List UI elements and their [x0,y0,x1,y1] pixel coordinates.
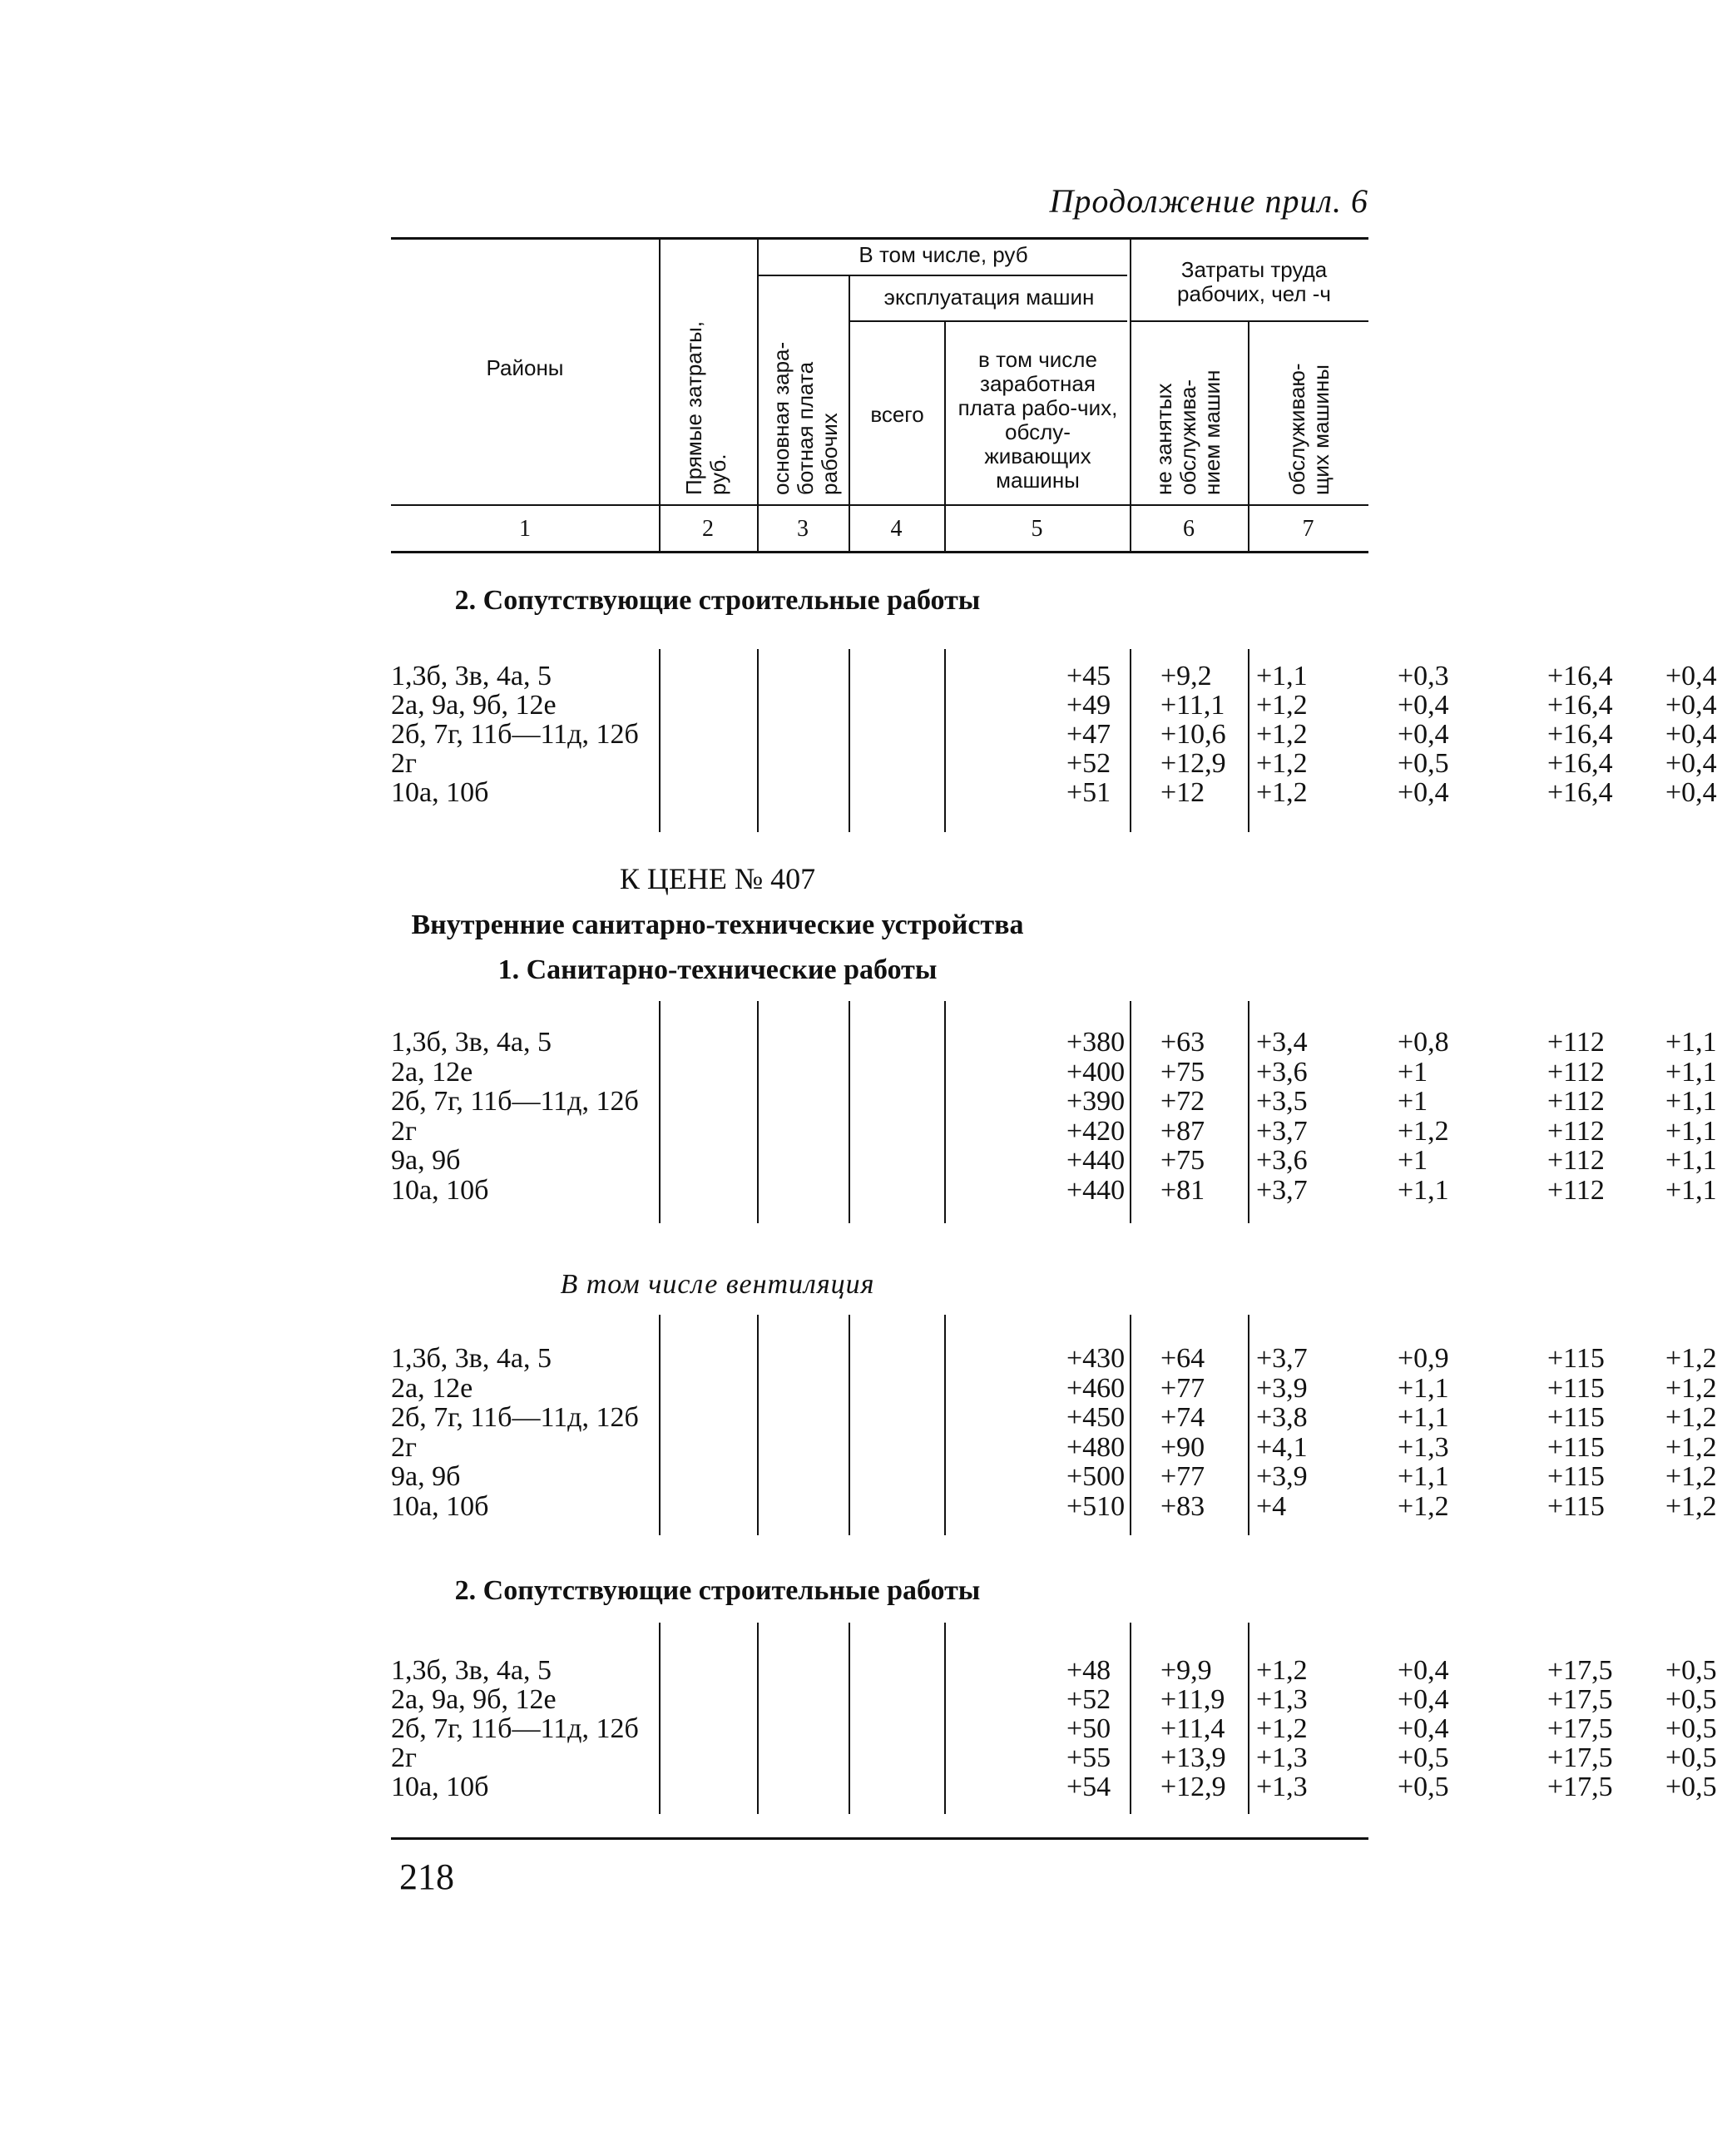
value-cell: +3,6 [1256,1056,1308,1088]
value-cell: +47 [1066,719,1111,750]
district-cell: 2б, 7г, 11б—11д, 12б [391,719,639,750]
value-cell: +1,1 [1665,1115,1717,1147]
value-cell: +3,6 [1256,1145,1308,1176]
table4-vline [757,1623,759,1814]
value-cell: +13,9 [1160,1742,1226,1773]
district-cell: 9а, 9б [391,1461,461,1492]
value-cell: +1,2 [1665,1461,1717,1492]
value-cell: +1,2 [1256,719,1308,750]
header-mid-rule [391,504,1368,506]
value-cell: +50 [1066,1713,1111,1744]
header-pryamye: Прямые затраты, руб. [681,320,730,495]
district-cell: 1,3б, 3в, 4а, 5 [391,1027,552,1058]
district-cell: 2а, 9а, 9б, 12е [391,1684,557,1715]
col-num-7: 7 [1302,516,1314,542]
district-cell: 2а, 9а, 9б, 12е [391,690,557,721]
value-cell: +440 [1066,1145,1126,1176]
value-cell: +17,5 [1547,1772,1613,1802]
value-cell: +11,4 [1160,1713,1225,1744]
value-cell: +0,4 [1665,748,1717,779]
value-cell: +90 [1160,1431,1205,1463]
value-cell: +0,4 [1665,719,1717,750]
value-cell: +1,1 [1398,1402,1449,1433]
price-subtitle: Внутренние санитарно-технические устройства [411,909,1024,940]
value-cell: +0,4 [1398,690,1449,721]
value-cell: +16,4 [1547,661,1613,691]
value-cell: +0,4 [1398,1655,1449,1686]
value-cell: +0,5 [1665,1742,1717,1773]
section-title-4: 2. Сопутствующие строительные работы [454,1575,981,1606]
value-cell: +81 [1160,1174,1205,1206]
value-cell: +1,2 [1398,1490,1449,1522]
value-cell: +1,2 [1665,1343,1717,1374]
value-cell: +16,4 [1547,719,1613,750]
value-cell: +12,9 [1160,748,1226,779]
table2-vline [659,1001,661,1223]
value-cell: +400 [1066,1056,1126,1088]
value-cell: +1,2 [1665,1490,1717,1522]
value-cell: +112 [1547,1086,1605,1117]
value-cell: +380 [1066,1027,1126,1058]
value-cell: +9,2 [1160,661,1212,691]
col-num-5: 5 [1031,516,1043,542]
value-cell: +12,9 [1160,1772,1226,1802]
header-vline-5 [1130,237,1131,553]
value-cell: +1,2 [1256,1713,1308,1744]
value-cell: +51 [1066,777,1111,808]
header-zatraty-truda: Затраты труда рабочих, чел -ч [1177,257,1331,306]
table1-vline [849,649,850,832]
value-cell: +112 [1547,1027,1605,1058]
value-cell: +1,2 [1398,1115,1449,1147]
value-cell: +72 [1160,1086,1205,1117]
table1-vline [944,649,946,832]
district-cell: 2г [391,748,417,779]
value-cell: +9,9 [1160,1655,1212,1686]
header-vsego: всего [870,402,924,427]
value-cell: +17,5 [1547,1655,1613,1686]
value-cell: +64 [1160,1343,1205,1374]
zatraty-under-rule [1131,320,1368,322]
header-raiony: Районы [486,355,564,380]
table4-vline [1248,1623,1249,1814]
value-cell: +3,9 [1256,1461,1308,1492]
value-cell: +1,1 [1665,1174,1717,1206]
district-cell: 1,3б, 3в, 4а, 5 [391,1343,552,1374]
value-cell: +0,5 [1398,748,1449,779]
value-cell: +112 [1547,1115,1605,1147]
value-cell: +0,5 [1665,1772,1717,1802]
value-cell: +1,2 [1256,777,1308,808]
value-cell: +420 [1066,1115,1126,1147]
table3-vline [1130,1315,1131,1535]
value-cell: +1,2 [1665,1431,1717,1463]
value-cell: +63 [1160,1027,1205,1058]
header-vline-2 [757,237,759,553]
value-cell: +48 [1066,1655,1111,1686]
value-cell: +3,8 [1256,1402,1308,1433]
table2-vline [757,1001,759,1223]
value-cell: +0,4 [1665,777,1717,808]
value-cell: +115 [1547,1461,1605,1492]
district-cell: 2б, 7г, 11б—11д, 12б [391,1713,639,1744]
district-cell: 1,3б, 3в, 4а, 5 [391,1655,552,1686]
price-title: К ЦЕНЕ № 407 [619,862,816,895]
value-cell: +16,4 [1547,690,1613,721]
col-num-3: 3 [797,516,809,542]
value-cell: +16,4 [1547,748,1613,779]
section-title-3: В том числе вентиляция [560,1269,875,1300]
value-cell: +1,2 [1256,748,1308,779]
value-cell: +3,7 [1256,1343,1308,1374]
value-cell: +45 [1066,661,1111,691]
district-cell: 10а, 10б [391,1490,489,1522]
value-cell: +1,1 [1665,1145,1717,1176]
header-top-rule [391,237,1368,240]
value-cell: +74 [1160,1402,1205,1433]
header-bottom-rule [391,551,1368,553]
district-cell: 2г [391,1431,417,1463]
value-cell: +77 [1160,1372,1205,1404]
value-cell: +112 [1547,1056,1605,1088]
value-cell: +1 [1398,1086,1428,1117]
value-cell: +480 [1066,1431,1126,1463]
value-cell: +1,3 [1398,1431,1449,1463]
header-obsluzh: обслуживаю-щих машины [1284,363,1334,495]
value-cell: +10,6 [1160,719,1226,750]
value-cell: +0,5 [1665,1713,1717,1744]
table4-vline [944,1623,946,1814]
table1-vline [1130,649,1131,832]
value-cell: +4,1 [1256,1431,1308,1463]
district-cell: 10а, 10б [391,1174,489,1206]
value-cell: +4 [1256,1490,1287,1522]
value-cell: +1,1 [1398,1372,1449,1404]
table1-vline [757,649,759,832]
value-cell: +115 [1547,1490,1605,1522]
table2-vline [849,1001,850,1223]
value-cell: +1,1 [1398,1174,1449,1206]
value-cell: +115 [1547,1343,1605,1374]
value-cell: +450 [1066,1402,1126,1433]
value-cell: +0,5 [1665,1684,1717,1715]
value-cell: +83 [1160,1490,1205,1522]
table1-vline [1248,649,1249,832]
value-cell: +0,4 [1665,661,1717,691]
table4-vline [849,1623,850,1814]
header-v-tom-chisle-zp: в том числе заработная плата рабо-чих, обслу-живающих машины [957,347,1118,493]
value-cell: +460 [1066,1372,1126,1404]
table1-vline [659,649,661,832]
expl-under-rule [849,320,1127,322]
district-cell: 2а, 12е [391,1372,473,1404]
district-cell: 2а, 12е [391,1056,473,1088]
value-cell: +1 [1398,1145,1428,1176]
header-ekspluataciya: эксплуатация машин [883,285,1095,310]
value-cell: +11,1 [1160,690,1225,721]
value-cell: +52 [1066,1684,1111,1715]
value-cell: +112 [1547,1174,1605,1206]
value-cell: +1,2 [1665,1402,1717,1433]
district-cell: 10а, 10б [391,1772,489,1802]
value-cell: +1,2 [1665,1372,1717,1404]
value-cell: +1,3 [1256,1742,1308,1773]
value-cell: +54 [1066,1772,1111,1802]
value-cell: +440 [1066,1174,1126,1206]
value-cell: +1,3 [1256,1684,1308,1715]
district-cell: 2б, 7г, 11б—11д, 12б [391,1086,639,1117]
value-cell: +0,4 [1665,690,1717,721]
value-cell: +0,3 [1398,661,1449,691]
value-cell: +1,1 [1398,1461,1449,1492]
header-vline-1 [659,237,661,553]
value-cell: +55 [1066,1742,1111,1773]
value-cell: +0,9 [1398,1343,1449,1374]
value-cell: +510 [1066,1490,1126,1522]
value-cell: +1,1 [1665,1086,1717,1117]
district-cell: 1,3б, 3в, 4а, 5 [391,661,552,691]
value-cell: +77 [1160,1461,1205,1492]
value-cell: +52 [1066,748,1111,779]
value-cell: +115 [1547,1402,1605,1433]
value-cell: +75 [1160,1145,1205,1176]
vtch-under-rule [757,275,1127,276]
value-cell: +3,5 [1256,1086,1308,1117]
value-cell: +1,1 [1256,661,1308,691]
value-cell: +3,9 [1256,1372,1308,1404]
header-v-tom-chisle: В том числе, руб [858,242,1028,267]
table3-vline [757,1315,759,1535]
value-cell: +87 [1160,1115,1205,1147]
value-cell: +17,5 [1547,1684,1613,1715]
header-ne-zanyatyh: не занятых обслужива-нием машин [1151,369,1225,495]
value-cell: +1,3 [1256,1772,1308,1802]
table3-vline [1248,1315,1249,1535]
district-cell: 2б, 7г, 11б—11д, 12б [391,1402,639,1433]
value-cell: +75 [1160,1056,1205,1088]
value-cell: +0,5 [1398,1742,1449,1773]
value-cell: +112 [1547,1145,1605,1176]
district-cell: 2г [391,1115,417,1147]
value-cell: +0,4 [1398,1684,1449,1715]
table4-vline [1130,1623,1131,1814]
table2-vline [944,1001,946,1223]
value-cell: +390 [1066,1086,1126,1117]
value-cell: +0,5 [1665,1655,1717,1686]
value-cell: +0,4 [1398,777,1449,808]
value-cell: +0,4 [1398,719,1449,750]
value-cell: +16,4 [1547,777,1613,808]
table3-vline [659,1315,661,1535]
value-cell: +11,9 [1160,1684,1225,1715]
value-cell: +49 [1066,690,1111,721]
value-cell: +1,1 [1665,1056,1717,1088]
col-num-2: 2 [702,516,714,542]
table4-vline [659,1623,661,1814]
district-cell: 9а, 9б [391,1145,461,1176]
district-cell: 2г [391,1742,417,1773]
value-cell: +1,2 [1256,1655,1308,1686]
section-title-2: 1. Санитарно-технические работы [497,954,938,985]
footer-rule [391,1837,1368,1840]
section-title-1: 2. Сопутствующие строительные работы [454,585,981,616]
table3-vline [944,1315,946,1535]
value-cell: +3,7 [1256,1174,1308,1206]
value-cell: +1 [1398,1056,1428,1088]
value-cell: +17,5 [1547,1742,1613,1773]
value-cell: +1,1 [1665,1027,1717,1058]
header-osnovnaya: основная зара-ботная плата рабочих [769,341,842,495]
value-cell: +115 [1547,1431,1605,1463]
table3-vline [849,1315,850,1535]
value-cell: +3,7 [1256,1115,1308,1147]
value-cell: +12 [1160,777,1205,808]
value-cell: +0,8 [1398,1027,1449,1058]
table2-vline [1130,1001,1131,1223]
value-cell: +0,4 [1398,1713,1449,1744]
col-num-6: 6 [1183,516,1195,542]
value-cell: +0,5 [1398,1772,1449,1802]
value-cell: +430 [1066,1343,1126,1374]
col-num-4: 4 [890,516,903,542]
value-cell: +17,5 [1547,1713,1613,1744]
page-number: 218 [399,1856,454,1897]
value-cell: +115 [1547,1372,1605,1404]
col-num-1: 1 [519,516,531,542]
value-cell: +3,4 [1256,1027,1308,1058]
value-cell: +1,2 [1256,690,1308,721]
district-cell: 10а, 10б [391,777,489,808]
value-cell: +500 [1066,1461,1126,1492]
table2-vline [1248,1001,1249,1223]
continuation-note: Продолжение прил. 6 [1049,182,1368,220]
